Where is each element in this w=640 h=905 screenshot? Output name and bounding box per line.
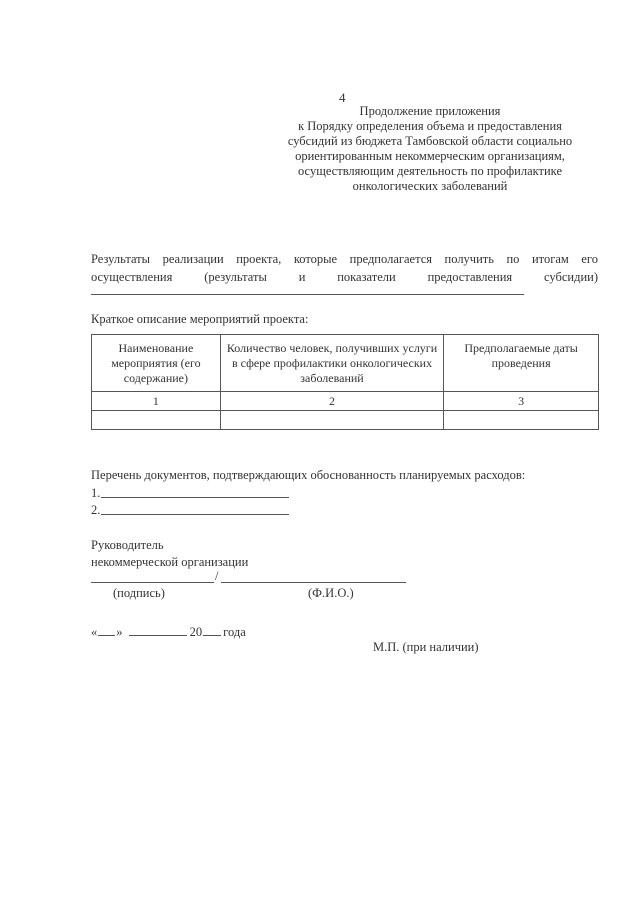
table-cell[interactable] xyxy=(92,411,221,430)
document-item-line[interactable] xyxy=(101,514,289,515)
open-quote: « xyxy=(91,625,98,639)
signature-caption: (подпись) xyxy=(113,586,165,600)
word: показатели xyxy=(337,270,396,284)
column-number: 3 xyxy=(444,392,599,411)
table-cell[interactable] xyxy=(220,411,443,430)
description-label: Краткое описание мероприятий проекта: xyxy=(91,312,309,326)
header-line: Продолжение приложения xyxy=(359,104,501,118)
table-number-row xyxy=(92,392,599,411)
document-item-number: 2. xyxy=(91,503,101,517)
page-number: 4 xyxy=(339,90,346,105)
date-line xyxy=(91,623,246,640)
word: проекта, xyxy=(236,252,282,266)
day-blank[interactable] xyxy=(98,623,115,636)
results-line-1 xyxy=(91,250,598,268)
annex-header xyxy=(260,104,600,194)
column-header-event-name: Наименование мероприятия (его содержание) xyxy=(92,335,221,392)
word: (результаты xyxy=(204,270,267,284)
word: субсидии) xyxy=(544,270,598,284)
table-header-row xyxy=(92,335,599,392)
month-blank[interactable] xyxy=(129,623,187,636)
name-line[interactable] xyxy=(221,582,406,583)
signature-line[interactable] xyxy=(91,582,214,583)
word: получить xyxy=(444,252,494,266)
word: реализации xyxy=(162,252,224,266)
column-header-dates: Предполагаемые даты проведения xyxy=(444,335,599,392)
head-org: некоммерческой организации xyxy=(91,555,249,569)
year-prefix: 20 xyxy=(189,625,203,639)
year-suffix: года xyxy=(223,625,246,639)
close-quote: » xyxy=(116,625,123,639)
word: его xyxy=(581,252,598,266)
head-title: Руководитель xyxy=(91,538,164,552)
word: и xyxy=(298,270,306,284)
year-blank[interactable] xyxy=(203,623,221,636)
stamp-place: М.П. (при наличии) xyxy=(373,640,479,654)
name-caption: (Ф.И.О.) xyxy=(308,586,354,600)
project-results-paragraph xyxy=(91,250,598,286)
column-number: 1 xyxy=(92,392,221,411)
document-item-line[interactable] xyxy=(101,497,289,498)
word: итогам xyxy=(531,252,569,266)
document-item-number: 1. xyxy=(91,486,101,500)
column-header-people-count: Количество человек, получивших услуги в сфере профилактики онкологических заболеваний xyxy=(220,335,443,392)
header-line: к Порядку определения объема и предоставления xyxy=(298,119,562,133)
column-number: 2 xyxy=(220,392,443,411)
events-table xyxy=(91,334,599,430)
word: Результаты xyxy=(91,252,151,266)
header-line: ориентированным некоммерческим организациям, xyxy=(295,149,565,163)
results-line-2 xyxy=(91,268,598,286)
word: предоставления xyxy=(427,270,513,284)
head-of-organization xyxy=(91,537,248,571)
table-cell[interactable] xyxy=(444,411,599,430)
word: осуществления xyxy=(91,270,173,284)
header-line: осуществляющим деятельность по профилактике xyxy=(298,164,562,178)
word: предполагается xyxy=(349,252,433,266)
table-row xyxy=(92,411,599,430)
word: по xyxy=(506,252,520,266)
word: которые xyxy=(293,252,338,266)
documents-label: Перечень документов, подтверждающих обоснованность планируемых расходов: xyxy=(91,468,526,482)
header-line: субсидий из бюджета Тамбовской области социально xyxy=(287,134,573,148)
results-fill-line[interactable] xyxy=(91,294,524,295)
signature-separator: / xyxy=(215,569,219,583)
header-line: онкологических заболеваний xyxy=(352,179,508,193)
